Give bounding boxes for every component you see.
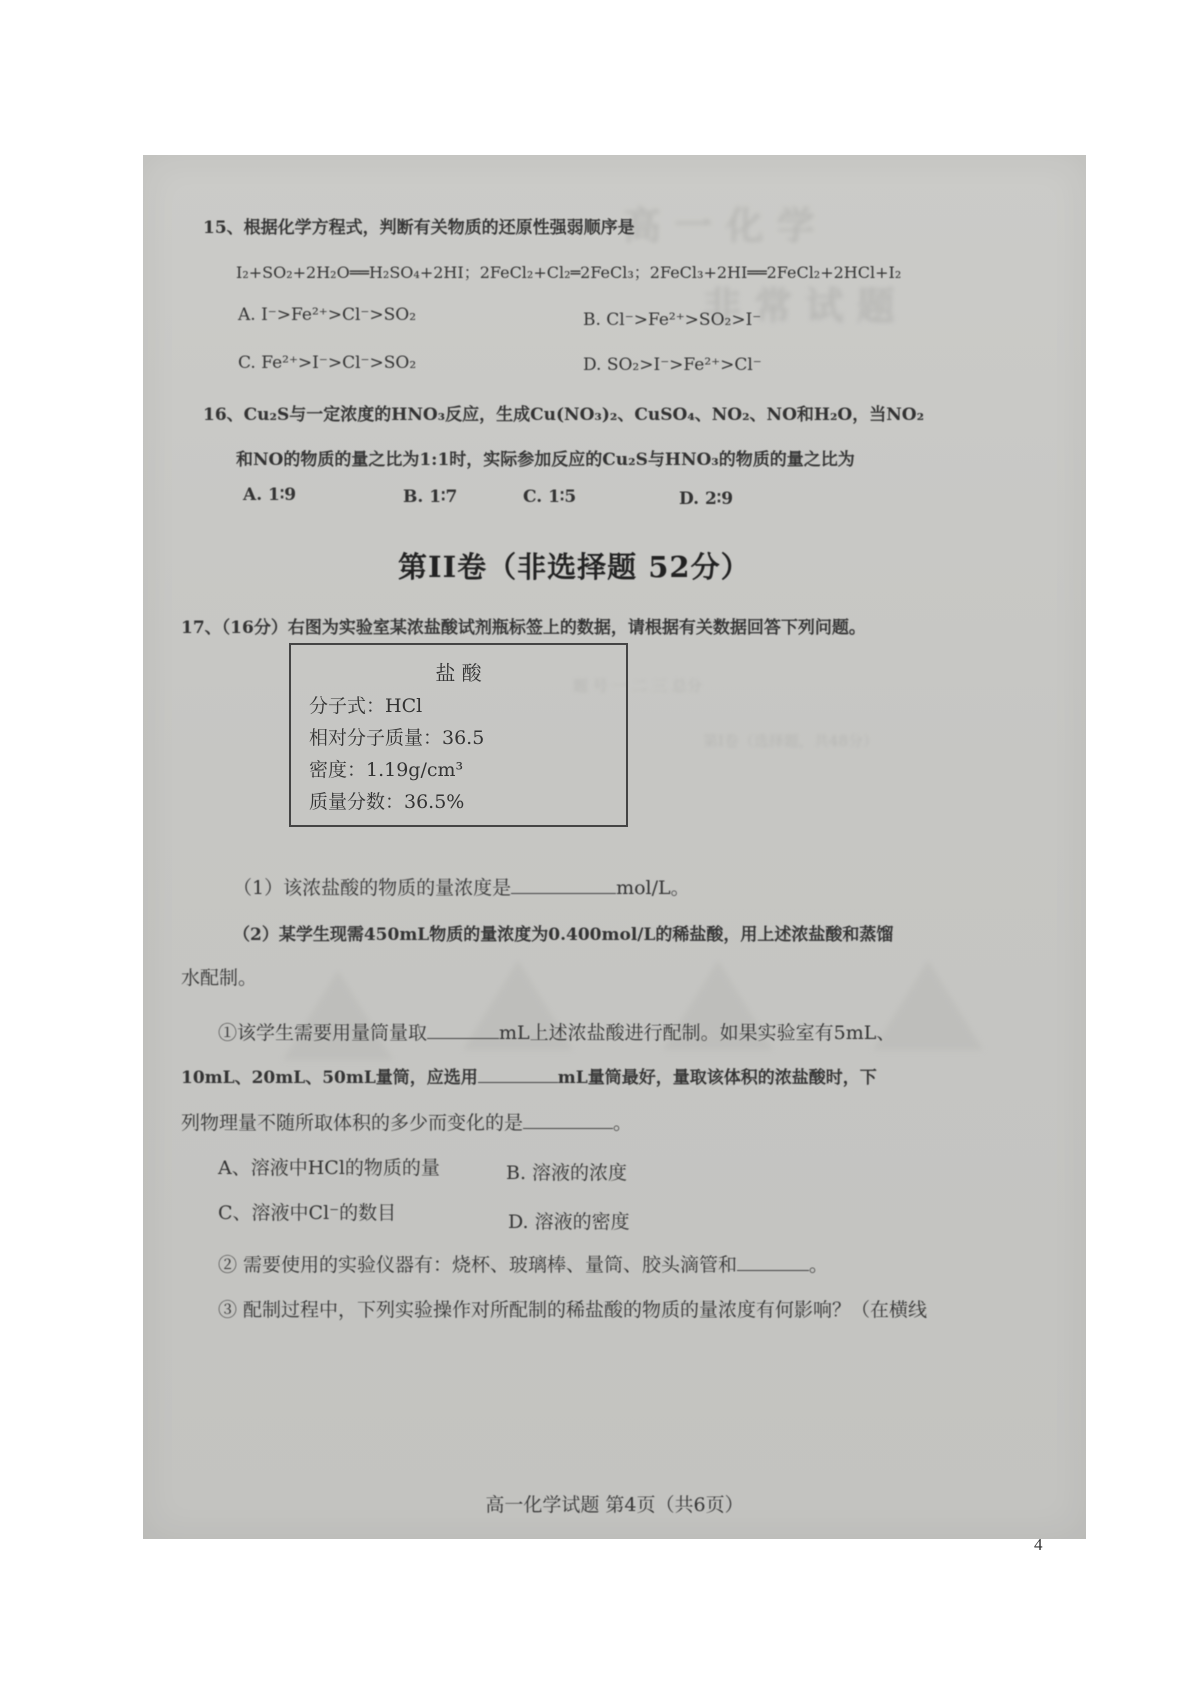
q17-part2-line2: 水配制。 <box>181 967 258 989</box>
q17-sub1-line1 <box>218 1018 895 1045</box>
q17-sub2-text: ② 需要使用的实验仪器有：烧杯、玻璃棒、量筒、胶头滴管和 <box>218 1254 738 1276</box>
label-formula: 分子式：HCl <box>309 695 423 717</box>
q17-option-d: D. 溶液的密度 <box>508 1211 630 1233</box>
bleed-through-text: 非 常 试 题 <box>703 283 895 328</box>
q17-sub1-text-cont: mL上述浓盐酸进行配制。如果实验室有5mL、 <box>499 1022 896 1044</box>
q16-option-c: C. 1∶5 <box>523 487 577 507</box>
exam-page-photo <box>143 155 1086 1539</box>
answer-blank[interactable] <box>427 1021 499 1039</box>
q17-sub1-line2-cont: mL量筒最好，量取该体积的浓盐酸时，下 <box>557 1068 877 1088</box>
q17-part1-text: （1）该浓盐酸的物质的量浓度是 <box>233 877 512 899</box>
q17-sub2-end: 。 <box>809 1254 829 1276</box>
q17-sub2 <box>218 1250 828 1277</box>
q16-line2: 和NO的物质的量之比为1:1时，实际参加反应的Cu₂S与HNO₃的物质的量之比为 <box>236 450 855 470</box>
q16-line1: 16、Cu₂S与一定浓度的HNO₃反应，生成Cu(NO₃)₂、CuSO₄、NO₂、NO和H₂O，当NO₂ <box>203 405 925 425</box>
page-footer: 高一化学试题 第4页（共6页） <box>485 1494 744 1516</box>
page-number: 4 <box>1034 1535 1043 1554</box>
answer-blank[interactable] <box>523 1111 613 1129</box>
answer-blank[interactable] <box>737 1253 809 1271</box>
q17-sub1-text: ①该学生需要用量筒量取 <box>218 1022 428 1044</box>
q17-part1 <box>233 873 690 900</box>
q17-part1-unit: mol/L。 <box>616 877 690 899</box>
bleed-through-text: 题 号 一 二 三 总分 <box>573 677 702 695</box>
section-title: 第II卷（非选择题 52分） <box>398 550 751 584</box>
answer-blank[interactable] <box>511 876 616 894</box>
q17-option-b: B. 溶液的浓度 <box>506 1162 628 1184</box>
q17-option-c: C、溶液中Cl⁻的数目 <box>218 1202 397 1224</box>
q17-sub1-line3-end: 。 <box>613 1112 633 1134</box>
q15-stem: 15、根据化学方程式，判断有关物质的还原性强弱顺序是 <box>203 218 635 238</box>
q16-option-a: A. 1∶9 <box>243 485 297 505</box>
answer-blank[interactable] <box>478 1067 558 1083</box>
q15-option-d: D. SO₂>I⁻>Fe²⁺>Cl⁻ <box>583 355 762 375</box>
q17-stem: 17、（16分）右图为实验室某浓盐酸试剂瓶标签上的数据，请根据有关数据回答下列问题。 <box>181 618 866 638</box>
q15-option-a: A. I⁻>Fe²⁺>Cl⁻>SO₂ <box>238 305 417 325</box>
q17-sub3: ③ 配制过程中，下列实验操作对所配制的稀盐酸的物质的量浓度有何影响？（在横线 <box>218 1299 928 1321</box>
q17-part2-line1: （2）某学生现需450mL物质的量浓度为0.400mol/L的稀盐酸，用上述浓盐酸和蒸馏 <box>233 925 894 945</box>
bleed-through-text: 高 一 化 学 <box>623 203 815 248</box>
q16-option-d: D. 2∶9 <box>679 489 734 509</box>
label-molar-mass: 相对分子质量：36.5 <box>309 727 485 749</box>
q17-sub1-line3 <box>181 1108 632 1135</box>
label-title: 盐 酸 <box>435 661 482 685</box>
q16-option-b: B. 1∶7 <box>403 487 458 507</box>
q17-option-a: A、溶液中HCl的物质的量 <box>218 1157 440 1179</box>
bleed-through-mark <box>283 970 393 1060</box>
label-mass-fraction: 质量分数：36.5% <box>309 791 465 813</box>
label-density: 密度：1.19g/cm³ <box>309 759 464 781</box>
reagent-label-box <box>289 643 628 827</box>
q15-option-b: B. Cl⁻>Fe²⁺>SO₂>I⁻ <box>583 310 762 330</box>
q15-equations: I₂+SO₂+2H₂O══H₂SO₄+2HI；2FeCl₂+Cl₂═2FeCl₃；2FeCl₃+2HI══2FeCl₂+2HCl+I₂ <box>236 263 902 282</box>
q17-sub1-line2-text: 10mL、20mL、50mL量筒，应选用 <box>181 1068 478 1088</box>
bleed-through-text: 第I卷（选择题，共48分） <box>703 732 879 750</box>
q17-sub1-line2 <box>181 1063 877 1088</box>
q17-sub1-line3-text: 列物理量不随所取体积的多少而变化的是 <box>181 1112 524 1134</box>
q15-option-c: C. Fe²⁺>I⁻>Cl⁻>SO₂ <box>238 353 417 373</box>
